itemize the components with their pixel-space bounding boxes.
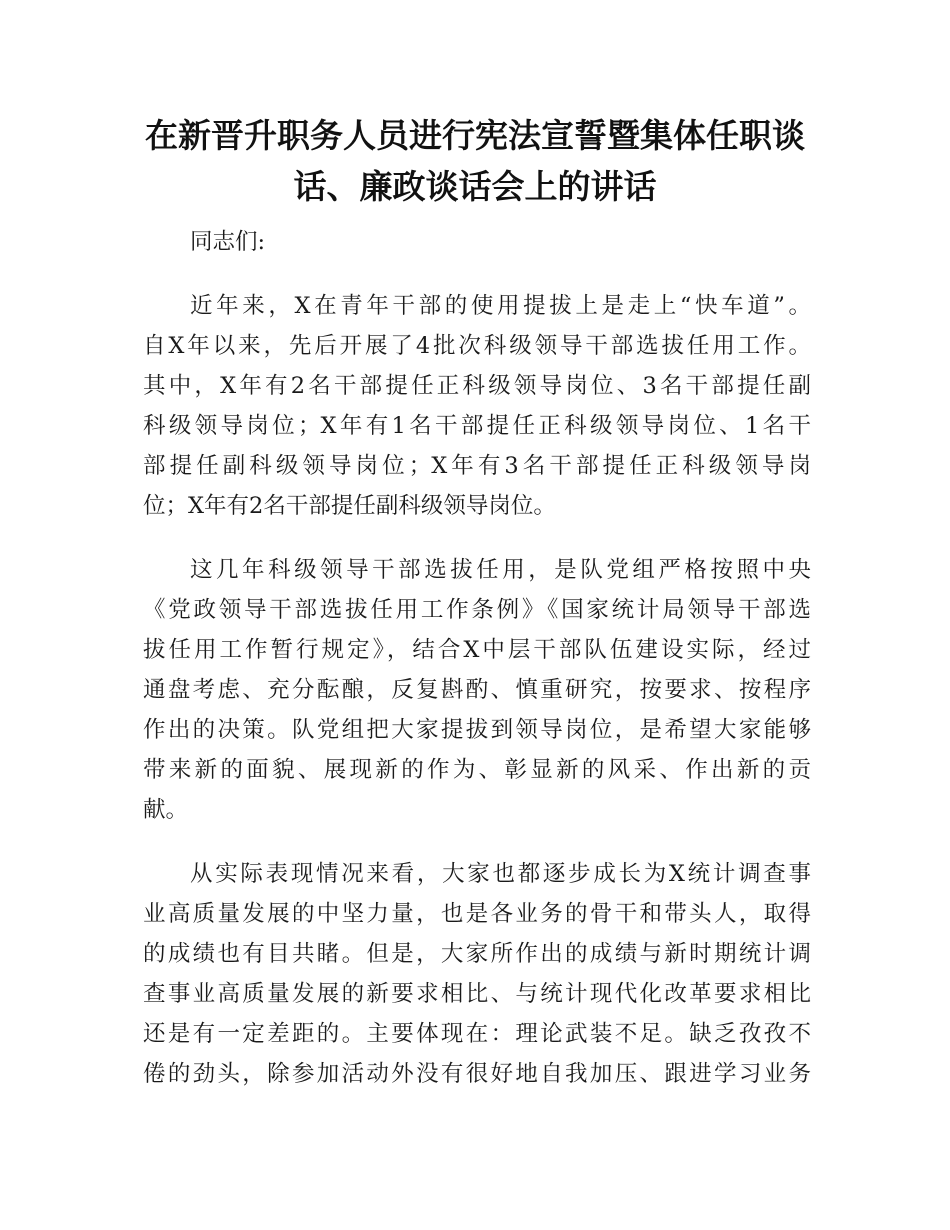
text-line: 近年来，X在青年干部的使用提拔上是走上“快车道”。	[190, 293, 811, 319]
text-line: 《党政领导干部选拔任用工作条例》《国家统计局领导干部选	[143, 597, 811, 623]
paragraph-1	[143, 286, 811, 526]
text-line: 部提任副科级领导岗位；X年有3名干部提任正科级领导岗	[143, 453, 811, 479]
text-line: 拔任用工作暂行规定》，结合X中层干部队伍建设实际，经过	[143, 637, 811, 663]
title-line: 话、廉政谈话会上的讲话	[293, 167, 657, 206]
text-line: 倦的劲头，除参加活动外没有很好地自我加压、跟进学习业务	[143, 1061, 811, 1087]
salutation-text: 同志们:	[190, 229, 266, 255]
paragraph-3	[143, 854, 811, 1094]
text-line: 作出的决策。队党组把大家提拔到领导岗位，是希望大家能够	[143, 717, 811, 743]
text-line: 查事业高质量发展的新要求相比、与统计现代化改革要求相比	[143, 981, 811, 1007]
text-line: 自X年以来，先后开展了4批次科级领导干部选拔任用工作。	[143, 333, 811, 359]
text-line: 的成绩也有目共睹。但是，大家所作出的成绩与新时期统计调	[143, 941, 811, 967]
paragraph-2	[143, 550, 811, 830]
document-title	[130, 110, 820, 212]
salutation	[143, 222, 811, 262]
text-line: 还是有一定差距的。主要体现在：理论武装不足。缺乏孜孜不	[143, 1021, 811, 1047]
text-line: 这几年科级领导干部选拔任用，是队党组严格按照中央	[190, 557, 811, 583]
title-line: 在新晋升职务人员进行宪法宣誓暨集体任职谈	[145, 116, 805, 155]
text-line: 其中，X年有2名干部提任正科级领导岗位、3名干部提任副	[143, 373, 811, 399]
text-line: 献。	[143, 797, 189, 823]
text-line: 科级领导岗位；X年有1名干部提任正科级领导岗位、1名干	[143, 413, 811, 439]
text-line: 从实际表现情况来看，大家也都逐步成长为X统计调查事	[190, 861, 811, 887]
text-line: 业高质量发展的中坚力量，也是各业务的骨干和带头人，取得	[143, 901, 811, 927]
text-line: 通盘考虑、充分酝酿，反复斟酌、慎重研究，按要求、按程序	[143, 677, 811, 703]
document-body	[143, 222, 811, 1094]
text-line: 带来新的面貌、展现新的作为、彰显新的风采、作出新的贡	[143, 757, 811, 783]
text-line: 位；X年有2名干部提任副科级领导岗位。	[143, 493, 556, 519]
